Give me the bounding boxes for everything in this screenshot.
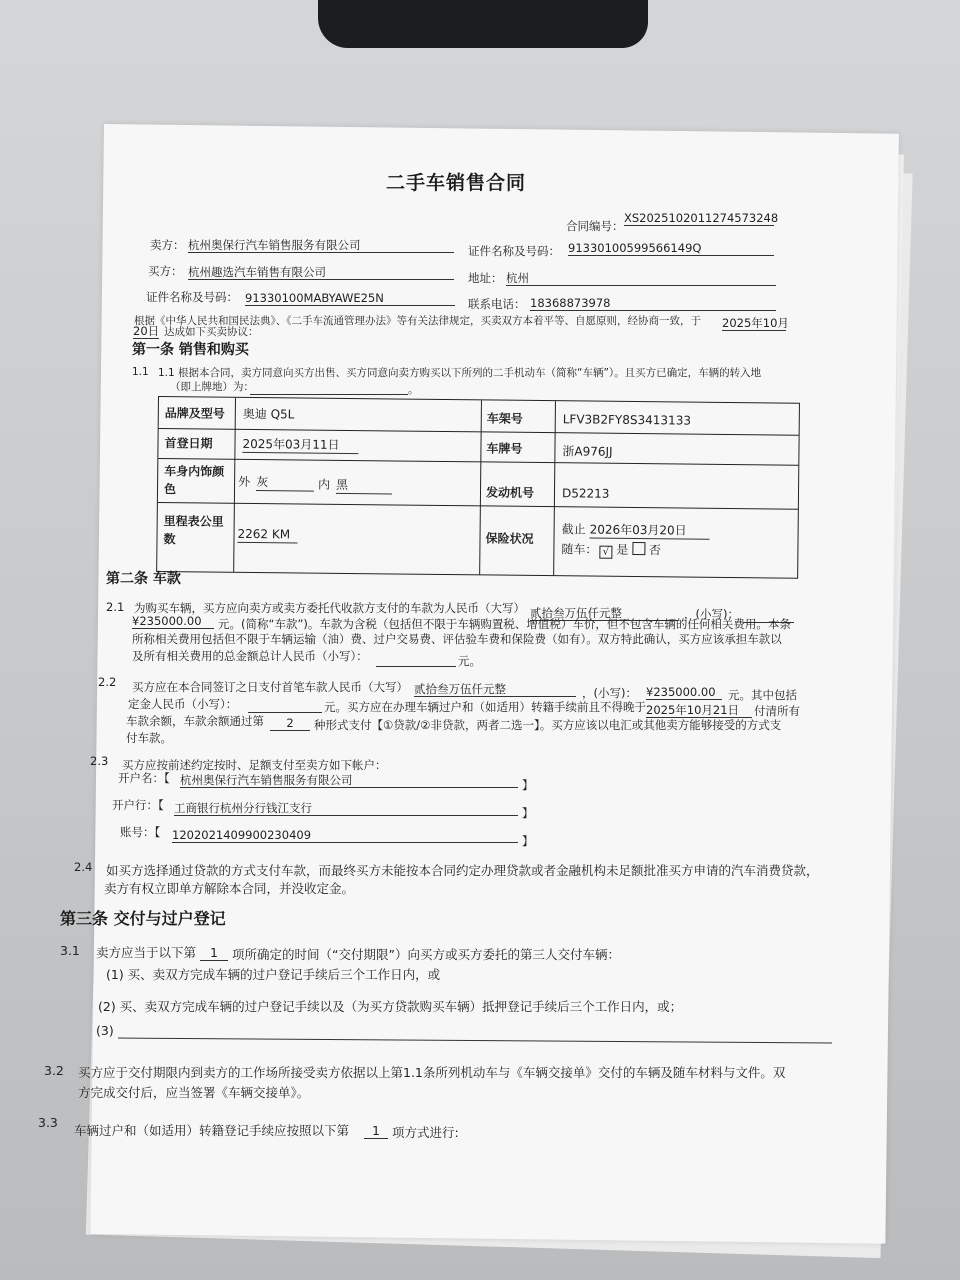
brand-label: 品牌及型号 [164, 406, 225, 421]
table-divider [479, 400, 482, 574]
price-upper: 贰拾叁万伍仟元整 [530, 606, 678, 621]
clause-3-3-line-a: 车辆过户和（如适用）转籍登记手续应按照以下第 [74, 1123, 350, 1138]
buyer-label: 买方： [148, 264, 183, 278]
page-title: 二手车销售合同 [386, 172, 527, 194]
clause-1-1-line1: 1.1 根据本合同，卖方同意向买方出售、买方同意向卖方购买以下所列的二手机动车（简称“车辆”）。且买方已确定，车辆的转入地 [158, 367, 762, 379]
payoff-deadline: 2025年10月21日 [646, 703, 752, 718]
color-label-cont: 色 [163, 482, 177, 497]
preamble-date: 2025年10月 [722, 316, 789, 330]
clause-3-1-item1: (1) 买、卖双方完成车辆的过户登记手续后三个工作日内，或 [106, 967, 441, 982]
seller-id-label: 证件名称及号码： [468, 244, 560, 258]
first-reg-value: 2025年03月11日 [242, 436, 358, 454]
insurance-until-date: 2026年03月20日 [590, 522, 710, 540]
address-label: 地址： [468, 271, 503, 285]
mileage-label-cont: 数 [163, 532, 176, 547]
account-no-label: 账号：【 [120, 825, 161, 839]
mileage-label: 里程表公里 [163, 514, 224, 529]
contract-number-label: 合同编号： [566, 219, 624, 233]
clause-2-1-line4b: 元。 [458, 654, 481, 668]
clause-3-1-line-a: 卖方应当于以下第 [96, 945, 197, 960]
checkbox-empty-icon [632, 542, 645, 555]
account-name-label: 开户名：【 [118, 771, 170, 785]
clause-3-1-item3: (3) [96, 1023, 114, 1038]
clause-2-1-line3: 所称相关费用包括但不限于车辆运输（油）费、过户交易费、评估验车费和保险费（如有）。双方特此确认，买方应该承担车款以 [132, 632, 782, 646]
interior-color: 黑 [336, 477, 392, 495]
exterior-label: 外 [238, 474, 251, 489]
first-payment-lower: ¥235000.00 [646, 685, 722, 700]
clause-2-1-line4a: 及所有相关费用的总金额总计人民币（小写）： [132, 649, 368, 663]
clause-3-1-item2: (2) 买、卖双方完成车辆的过户登记手续以及（为买方贷款购买车辆）抵押登记手续后三个工作日内，或； [98, 999, 683, 1014]
table-divider [158, 458, 798, 466]
clause-1-1-number: 1.1 [132, 366, 149, 378]
table-divider [553, 401, 556, 575]
bracket-close-1: 】 [522, 778, 534, 792]
buyer-id: 91330100MABYAWE25N [245, 291, 455, 306]
clause-2-2-line1c: 元。其中包括 [728, 688, 797, 702]
bracket-close-3: 】 [522, 834, 534, 848]
preamble-text: 根据《中华人民共和国民法典》、《二手车流通管理办法》等有关法律规定，买卖双方本着平等、自愿原则，经协商一致，于 [134, 315, 701, 327]
first-payment-upper: 贰拾叁万伍仟元整 [414, 682, 576, 697]
buyer-name: 杭州趣选汽车销售有限公司 [188, 265, 454, 280]
exterior-color: 灰 [256, 474, 314, 492]
vin-label: 车架号 [486, 411, 523, 426]
article1-heading: 第一条 销售和购买 [132, 342, 249, 358]
seller-id: 91330100599566149Q [568, 241, 774, 256]
contract-number: XS2025102011274573248 [624, 211, 779, 225]
clause-3-2-line2: 方完成交付后，应当签署《车辆交接单》。 [78, 1085, 310, 1100]
clause-2-1-line1b: ，(小写)： [684, 607, 739, 621]
clause-3-1-number: 3.1 [60, 943, 80, 958]
bank-name: 工商银行杭州分行钱江支行 [174, 801, 518, 816]
seller-name: 杭州奥保行汽车销售服务有限公司 [188, 238, 454, 253]
item3-blank [118, 1038, 832, 1044]
address-value: 杭州 [506, 271, 776, 286]
clause-3-2-number: 3.2 [44, 1063, 64, 1078]
clause-2-2-line2c: 付清所有 [754, 704, 800, 718]
table-divider [159, 428, 799, 436]
registration-place-blank [250, 394, 408, 395]
clause-2-2-line4: 付车款。 [126, 731, 172, 745]
with-car-label: 随车： [561, 542, 598, 557]
clause-3-3-number: 3.3 [38, 1115, 58, 1130]
engine-label: 发动机号 [485, 485, 535, 500]
clause-2-4-number: 2.4 [74, 860, 93, 874]
clause-2-2-line1b: ，(小写)： [582, 686, 637, 700]
delivery-option: 1 [200, 946, 228, 961]
article2-heading: 第二条 车款 [106, 571, 181, 587]
clause-2-2-number: 2.2 [98, 675, 117, 689]
clause-3-3-line-b: 项方式进行: [392, 1125, 459, 1140]
table-divider [233, 398, 236, 572]
clause-1-1-end: 。 [408, 384, 419, 396]
clause-2-2-line2b: 元。买方应在办理车辆过户和（如适用）转籍手续前且不得晚于 [324, 700, 646, 714]
vehicle-info-table [156, 396, 800, 579]
plate-label: 车牌号 [486, 441, 523, 456]
no-label: 否 [648, 543, 662, 558]
preamble-date-day: 20日 [133, 324, 160, 338]
phone-value: 18368873978 [530, 296, 776, 311]
preamble-end: 达成如下买卖协议： [164, 326, 259, 338]
engine-value: D52213 [561, 486, 610, 501]
clause-2-3-line: 买方应按前述约定按时、足额支付至卖方如下帐户： [122, 758, 387, 772]
table-divider [158, 502, 798, 510]
insurance-label: 保险状况 [485, 531, 534, 546]
clause-2-3-number: 2.3 [90, 754, 109, 768]
account-number: 1202021409900230409 [172, 828, 518, 843]
seller-label: 卖方： [150, 238, 185, 252]
bank-label: 开户行：【 [112, 798, 164, 812]
first-reg-label: 首登日期 [164, 436, 213, 451]
bracket-close-2: 】 [522, 806, 534, 820]
vin-value: LFV3B2FY8S3413133 [562, 412, 692, 428]
color-label: 车身内饰颜 [164, 464, 225, 479]
checkbox-checked-icon: √ [599, 546, 612, 559]
buyer-id-label: 证件名称及号码： [146, 290, 238, 304]
account-name: 杭州奥保行汽车销售服务有限公司 [180, 773, 518, 788]
price-lower: ¥235000.00 [132, 614, 214, 629]
deposit-blank [248, 712, 322, 713]
clause-2-1-line1a: 为购买车辆，买方应向卖方或卖方委托代收款方支付的车款为人民币（大写） [134, 601, 525, 615]
clause-3-2-line1: 买方应于交付期限内到卖方的工作场所接受卖方依据以上第1.1条所列机动车与《车辆交接单》交付的车辆及随车材料与文件。双 [78, 1065, 786, 1080]
clause-1-1-line2: （即上牌地）为： [170, 381, 254, 393]
payment-option: 2 [270, 716, 310, 731]
transfer-option: 1 [364, 1124, 388, 1139]
plate-value: 浙A976JJ [562, 444, 613, 459]
clause-2-2-line3a: 车款余额，车款余额通过第 [126, 714, 264, 728]
clause-2-2-line1a: 买方应在本合同签订之日支付首笔车款人民币（大写） [132, 680, 408, 694]
with-car-yes [599, 542, 661, 560]
clause-2-2-line3b-text: 种形式支付【①贷款/②非贷款，两者二选一】。买方应该以电汇或其他卖方能够接受的方式支 [314, 718, 782, 732]
mileage-value: 2262 KM [237, 526, 297, 544]
brand-value: 奥迪 Q5L [242, 406, 295, 422]
article3-heading: 第三条 交付与过户登记 [60, 909, 226, 928]
total-amount-blank [376, 666, 456, 667]
clause-2-4-line1: 如买方选择通过贷款的方式支付车款，而最终买方未能按本合同约定办理贷款或者金融机构未足额批准买方申请的汽车消费贷款， [106, 863, 819, 878]
interior-label: 内 [318, 477, 331, 492]
clause-2-1-line2: 元。(简称“车款”)。车款为含税（包括但不限于车辆购置税、增值税）车价，但不包含车辆的任何相关费用。本条 [218, 617, 791, 631]
yes-label: 是 [616, 542, 629, 557]
phone-label: 联系电话： [468, 297, 526, 311]
clause-2-1-number: 2.1 [106, 600, 125, 614]
insurance-until-label: 截止 [561, 522, 586, 537]
clause-2-4-line2: 卖方有权立即单方解除本合同，并没收定金。 [104, 881, 355, 896]
clause-2-2-line2a: 定金人民币（小写）： [128, 697, 238, 711]
clause-3-1-line-b: 项所确定的时间（“交付期限”）向买方或买方委托的第三人交付车辆： [232, 947, 620, 962]
